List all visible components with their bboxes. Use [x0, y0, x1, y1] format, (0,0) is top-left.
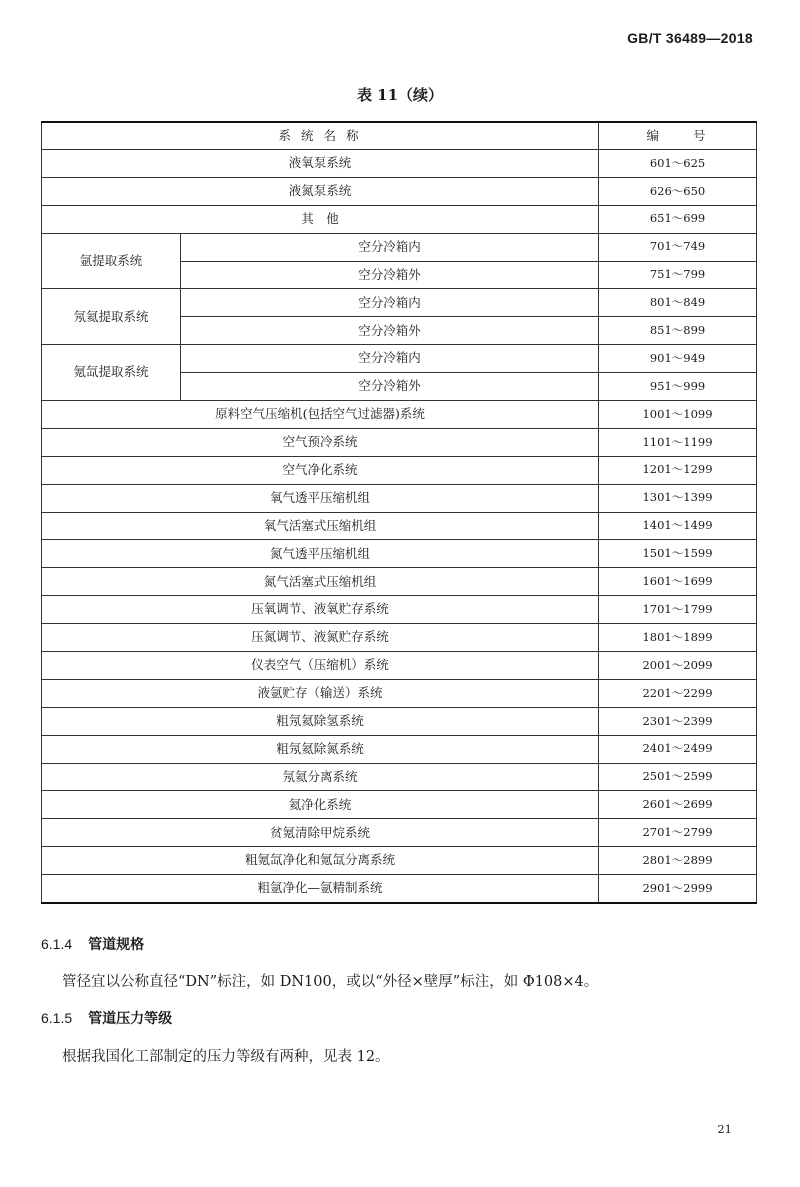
table-row: [42, 875, 757, 903]
section-title: 管道规格: [88, 937, 145, 953]
code-cell: 2901～2999: [599, 875, 757, 903]
system-name-cell: 空分冷箱内: [181, 289, 599, 317]
code-cell: 1001～1099: [599, 401, 757, 429]
table-row: [42, 735, 757, 763]
table-row: [42, 568, 757, 596]
code-cell: 626～650: [599, 177, 757, 205]
table-row: [42, 540, 757, 568]
system-name-cell: 压氮调节、液氮贮存系统: [42, 624, 599, 652]
code-cell: 2301～2399: [599, 707, 757, 735]
code-cell: 2601～2699: [599, 791, 757, 819]
system-name-cell: 贫氪清除甲烷系统: [42, 819, 599, 847]
system-name-cell: 空气净化系统: [42, 456, 599, 484]
code-cell: 651～699: [599, 205, 757, 233]
table-row: [42, 679, 757, 707]
code-cell: 1401～1499: [599, 512, 757, 540]
group-name-cell: 氩提取系统: [42, 233, 181, 289]
section-6-1-5-text: 根据我国化工部制定的压力等级有两种，见表 12。: [62, 1049, 390, 1065]
code-cell: 2801～2899: [599, 847, 757, 875]
section-number: 6.1.4: [41, 936, 73, 952]
system-name-cell: 氖氦分离系统: [42, 763, 599, 791]
system-name-cell: 液氧泵系统: [42, 150, 599, 178]
table-row: [42, 205, 757, 233]
table-row: [42, 289, 757, 317]
code-cell: 601～625: [599, 150, 757, 178]
table-row: [42, 456, 757, 484]
system-name-cell: 液氮泵系统: [42, 177, 599, 205]
system-name-cell: 粗氪氙净化和氪氙分离系统: [42, 847, 599, 875]
table-row: [42, 596, 757, 624]
table-row: [42, 345, 757, 373]
code-cell: 701～749: [599, 233, 757, 261]
code-cell: 1601～1699: [599, 568, 757, 596]
system-name-cell: 氧气透平压缩机组: [42, 484, 599, 512]
section-6-1-4-text: 管径宜以公称直径“DN”标注，如 DN100，或以“外径×壁厚”标注，如 Φ108×4。: [62, 974, 599, 990]
code-cell: 2001～2099: [599, 652, 757, 680]
code-cell: 1101～1199: [599, 428, 757, 456]
system-name-cell: 氦净化系统: [42, 791, 599, 819]
code-cell: 1801～1899: [599, 624, 757, 652]
code-cell: 2701～2799: [599, 819, 757, 847]
table-row: [42, 763, 757, 791]
system-name-cell: 液氩贮存（输送）系统: [42, 679, 599, 707]
table-row: [42, 484, 757, 512]
system-code-table: [41, 121, 757, 904]
system-name-cell: 压氧调节、液氧贮存系统: [42, 596, 599, 624]
code-cell: 1301～1399: [599, 484, 757, 512]
section-6-1-4-heading: [41, 934, 144, 954]
code-cell: 1201～1299: [599, 456, 757, 484]
table-row: [42, 401, 757, 429]
code-cell: 2201～2299: [599, 679, 757, 707]
code-cell: 801～849: [599, 289, 757, 317]
system-name-cell: 空分冷箱外: [181, 373, 599, 401]
page-number: 21: [717, 1122, 732, 1136]
system-name-cell: 空分冷箱外: [181, 261, 599, 289]
table-row: [42, 512, 757, 540]
code-cell: 1501～1599: [599, 540, 757, 568]
table-row: [42, 819, 757, 847]
system-name-cell: 仪表空气（压缩机）系统: [42, 652, 599, 680]
code-cell: 951～999: [599, 373, 757, 401]
system-name-cell: 粗氖氦除氢系统: [42, 707, 599, 735]
section-number: 6.1.5: [41, 1010, 73, 1026]
table-row: [42, 233, 757, 261]
section-6-1-5-heading: [41, 1008, 172, 1028]
system-name-cell: 空分冷箱内: [181, 345, 599, 373]
table-row: [42, 177, 757, 205]
table-row: [42, 652, 757, 680]
system-name-cell: 原料空气压缩机(包括空气过滤器)系统: [42, 401, 599, 429]
system-name-cell: 空气预冷系统: [42, 428, 599, 456]
table-row: [42, 791, 757, 819]
system-name-cell: 其 他: [42, 205, 599, 233]
code-cell: 751～799: [599, 261, 757, 289]
system-name-cell: 氮气透平压缩机组: [42, 540, 599, 568]
table-row: [42, 150, 757, 178]
column-header-system-name: 系 统 名 称: [42, 122, 599, 150]
system-name-cell: 粗氩净化—氩精制系统: [42, 875, 599, 903]
system-name-cell: 空分冷箱外: [181, 317, 599, 345]
code-cell: 851～899: [599, 317, 757, 345]
section-title: 管道压力等级: [88, 1011, 173, 1027]
table-row: [42, 428, 757, 456]
code-cell: 2501～2599: [599, 763, 757, 791]
group-name-cell: 氖氦提取系统: [42, 289, 181, 345]
standard-code: GB/T 36489—2018: [627, 30, 753, 46]
system-name-cell: 氮气活塞式压缩机组: [42, 568, 599, 596]
table-row: [42, 847, 757, 875]
table-header-row: [42, 122, 757, 150]
code-cell: 1701～1799: [599, 596, 757, 624]
table-row: [42, 707, 757, 735]
system-name-cell: 空分冷箱内: [181, 233, 599, 261]
system-name-cell: 氧气活塞式压缩机组: [42, 512, 599, 540]
table-row: [42, 624, 757, 652]
system-name-cell: 粗氖氦除氮系统: [42, 735, 599, 763]
table-title: 表 11（续）: [356, 86, 444, 104]
column-header-code: 编 号: [599, 122, 757, 150]
code-cell: 2401～2499: [599, 735, 757, 763]
group-name-cell: 氪氙提取系统: [42, 345, 181, 401]
code-cell: 901～949: [599, 345, 757, 373]
